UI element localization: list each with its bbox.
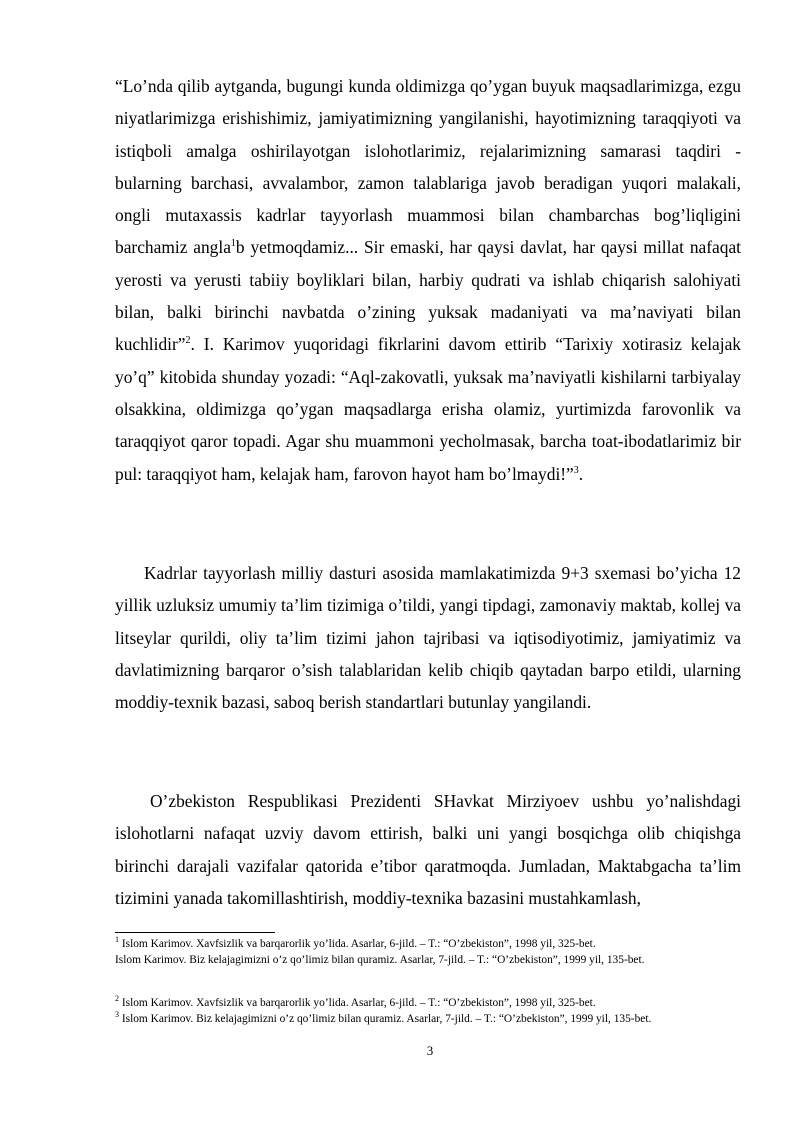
footnote-ref-2[interactable]: 2: [185, 335, 191, 347]
paragraph-text: .: [578, 463, 584, 484]
footnote-text: Islom Karimov. Xavfsizlik va barqarorlik yo’lida. Asarlar, 6-jild. – T.: “O’zbekiston”, 1998 yil, 325-bet.: [119, 997, 596, 1009]
paragraph-karimov-quote: [115, 70, 741, 490]
footnote-1-continuation: [115, 953, 741, 969]
footnote-block-2: [115, 996, 741, 1027]
footnote-mark: 2: [115, 994, 119, 1004]
paragraph-text: “Lo’nda qilib aytganda, bugungi kunda oldimizga qo’ygan buyuk maqsadlarimizga, ezgu niyatlarimizga erishishimiz, jamiyatimizning yangilanishi, hayotimizning taraqqiyoti va istiqboli amalga oshirilayotgan islohotlarimiz, rejalarimizning samarasi taqdiri - bularning barchasi, avvalambor, zamon talablariga javob beradigan yuqori malakali, ongli mutaxassis kadrlar tayyorlash muammosi bilan chambarchas bog’liqligini barchamiz angla: [115, 76, 741, 258]
footnote-separator: [115, 932, 275, 933]
footnote-mark: 1: [115, 935, 119, 945]
footnote-mark: 3: [115, 1009, 119, 1019]
paragraph-text: b yetmoqdamiz... Sir emaski, har qaysi davlat, har qaysi millat nafaqat yerosti va yerusti tabiiy boyliklari bilan, harbiy qudrati va ishlab chiqarish salohiyati bilan, balki birinchi navbatda o’zining yuksak madaniyati va ma’naviyati bilan kuchlidir”: [115, 237, 741, 355]
footnote-2: [115, 996, 741, 1012]
footnote-1: [115, 937, 741, 953]
footnote-text: Islom Karimov. Biz kelajagimizni o’z qo’limiz bilan quramiz. Asarlar, 7-jild. – T.: “O’zbekiston”, 1999 yil, 135-bet.: [119, 1012, 652, 1025]
paragraph-education-reform: Kadrlar tayyorlash milliy dasturi asosida mamlakatimizda 9+3 sxemasi bo’yicha 12 yillik uzluksiz umumiy ta’lim tizimiga o’tildi, yangi tipdagi, zamonaviy maktab, kollej va litseylar qurildi, oliy ta’lim tizimi jahon tajribasi va iqtisodiyotimiz, jamiyatimiz va davlatimizning barqaror o’sish talablaridan kelib chiqib qaytadan barpo etildi, ularning moddiy-texnik bazasi, saboq berish standartlari butunlay yangilandi.: [115, 563, 741, 713]
paragraph-mirziyoev-reforms: O’zbekiston Respublikasi Prezidenti SHavkat Mirziyoev ushbu yo’nalishdagi islohotlarni nafaqat uzviy davom ettirish, balki uni yangi bosqichga olib chiqishga birinchi darajali vazifalar qatorida e’tibor qaratmoqda. Jumladan, Maktabgacha ta’lim tizimini yanada takomillashtirish, moddiy-texnika bazasini mustahkamlash,: [115, 791, 741, 908]
footnote-text: Islom Karimov. Biz kelajagimizni o’z qo’limiz bilan quramiz. Asarlar, 7-jild. – T.: “O’zbekiston”, 1999 yil, 135-bet.: [115, 953, 645, 966]
footnote-3: [115, 1009, 741, 1028]
page-number: 3: [426, 1043, 434, 1058]
footnote-ref-3[interactable]: 3: [573, 464, 579, 476]
paragraph-text: . I. Karimov yuqoridagi fikrlarini davom ettirib “Tarixiy xotirasiz kelajak yo’q” kitobida shunday yozadi: “Aql-zakovatli, yuksak ma’naviyatli kishilarni tarbiyalay olsakkina, oldimizga qo’ygan maqsadlarga erisha olamiz, yurtimizda farovonlik va taraqqiyot qaror topadi. Agar shu muammoni yecholmasak, barcha toat-ibodatlarimiz bir pul: taraqqiyot ham, kelajak ham, farovon hayot ham bo’lmaydi!”: [115, 334, 741, 484]
footnote-block-1: [115, 937, 741, 968]
footnote-text: Islom Karimov. Xavfsizlik va barqarorlik yo’lida. Asarlar, 6-jild. – T.: “O’zbekiston”, 1998 yil, 325-bet.: [119, 938, 596, 950]
footnote-ref-1[interactable]: 1: [230, 238, 236, 250]
